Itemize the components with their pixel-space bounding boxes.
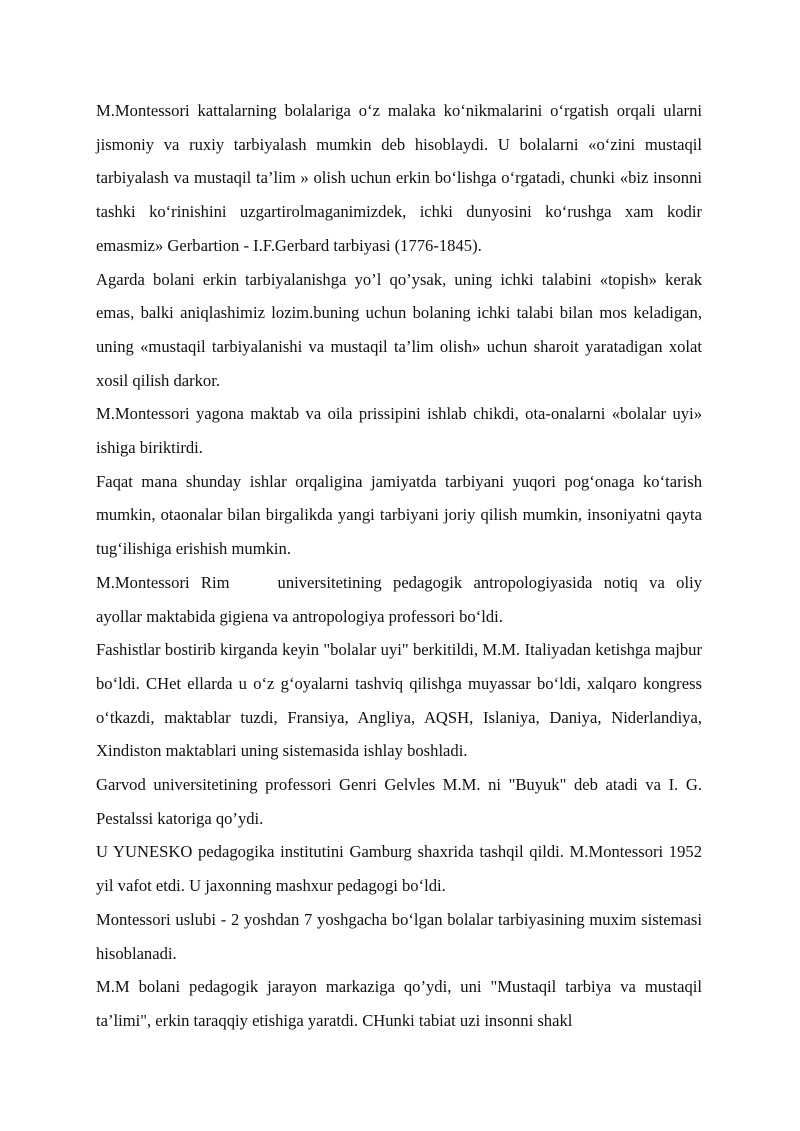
paragraph-unesco-institute: U YUNESKO pedagogika institutini Gamburg shaxrida tashqil qildi. M.Montessori 1952 yil vafot etdi. U jaxonning mashxur pedagogi bo‘ldi. xyxy=(96,842,702,896)
rome-university-text-start: M.Montessori Rim xyxy=(96,572,230,592)
paragraph-school-family-principle: M.Montessori yagona maktab va oila prissipini ishlab chikdi, ota-onalarni «bolalar uyi» ishiga biriktirdi. xyxy=(96,404,702,458)
paragraph-montessori-method: Montessori uslubi - 2 yoshdan 7 yoshgacha bo‘lgan bolalar tarbiyasining muxim sistemasi hisoblanadi. xyxy=(96,909,702,963)
paragraph-harvard-professor: Garvod universitetining professori Genri Gelvles M.M. ni "Buyuk" deb atadi va I. G. Pestalssi katoriga qo’ydi. xyxy=(96,775,702,828)
paragraph-montessori-upbringing: M.Montessori kattalarning bolalariga o‘z malaka ko‘nikmalarini o‘rgatish orqali ularni jismoniy va ruxiy tarbiyalash mumkin deb hisoblaydi. U bolalarni «o‘zini mustaqil tarbiyalash va mustaqil ta’lim » olish uchun erkin bo‘lishga o‘rgatadi, chunki «biz insonni tashki ko‘rinishini uzgartirolmaganimizdek, ichki dunyosini ko‘rushga xam kodir emasmiz» Gerbartion - I.F.Gerbard tarbiyasi (1776-1845). xyxy=(96,101,702,255)
paragraph-free-upbringing: Agarda bolani erkin tarbiyalanishga yo’l qo’ysak, uning ichki talabini «topish» kerak emas, balki aniqlashimiz lozim.buning uchun bolaning ichki talabi bilan mos keladigan, uning «mustaqil tarbiyalanishi va mustaqil ta’lim olish» uchun sharoit yaratadigan xolat xosil qilish darkor. xyxy=(96,269,702,390)
paragraph-rome-university xyxy=(96,566,702,633)
paragraph-pedagogical-process: M.M bolani pedagogik jarayon markaziga qo’ydi, uni "Mustaqil tarbiya va mustaqil ta’limi", erkin taraqqiy etishiga yaratdi. CHunki tabiat uzi insonni shakl xyxy=(96,977,702,1030)
paragraph-raising-upbringing: Faqat mana shunday ishlar orqaligina jamiyatda tarbiyani yuqori pog‘onaga ko‘tarish mumkin, otaonalar bilan birgalikda yangi tarbiyani joriy qilish mumkin, insoniyatni qayta tug‘ilishiga erishish mumkin. xyxy=(96,471,702,559)
rome-university-text-end: universitetining pedagogik antropologiyasida notiq va oliy ayollar maktabida gigiena va antropologiya professori bo‘ldi. xyxy=(96,572,702,626)
document-page xyxy=(96,94,702,1038)
paragraph-fascists: Fashistlar bostirib kirganda keyin "bolalar uyi" berkitildi, M.M. Italiyadan ketishga majbur bo‘ldi. CHet ellarda u o‘z g‘oyalarni tashviq qilishga muyassar bo‘ldi, xalqaro kongress o‘tkazdi, maktablar tuzdi, Fransiya, Angliya, AQSH, Islaniya, Daniya, Niderlandiya, Xindiston maktablari uning sistemasida ishlay boshladi. xyxy=(96,640,702,761)
